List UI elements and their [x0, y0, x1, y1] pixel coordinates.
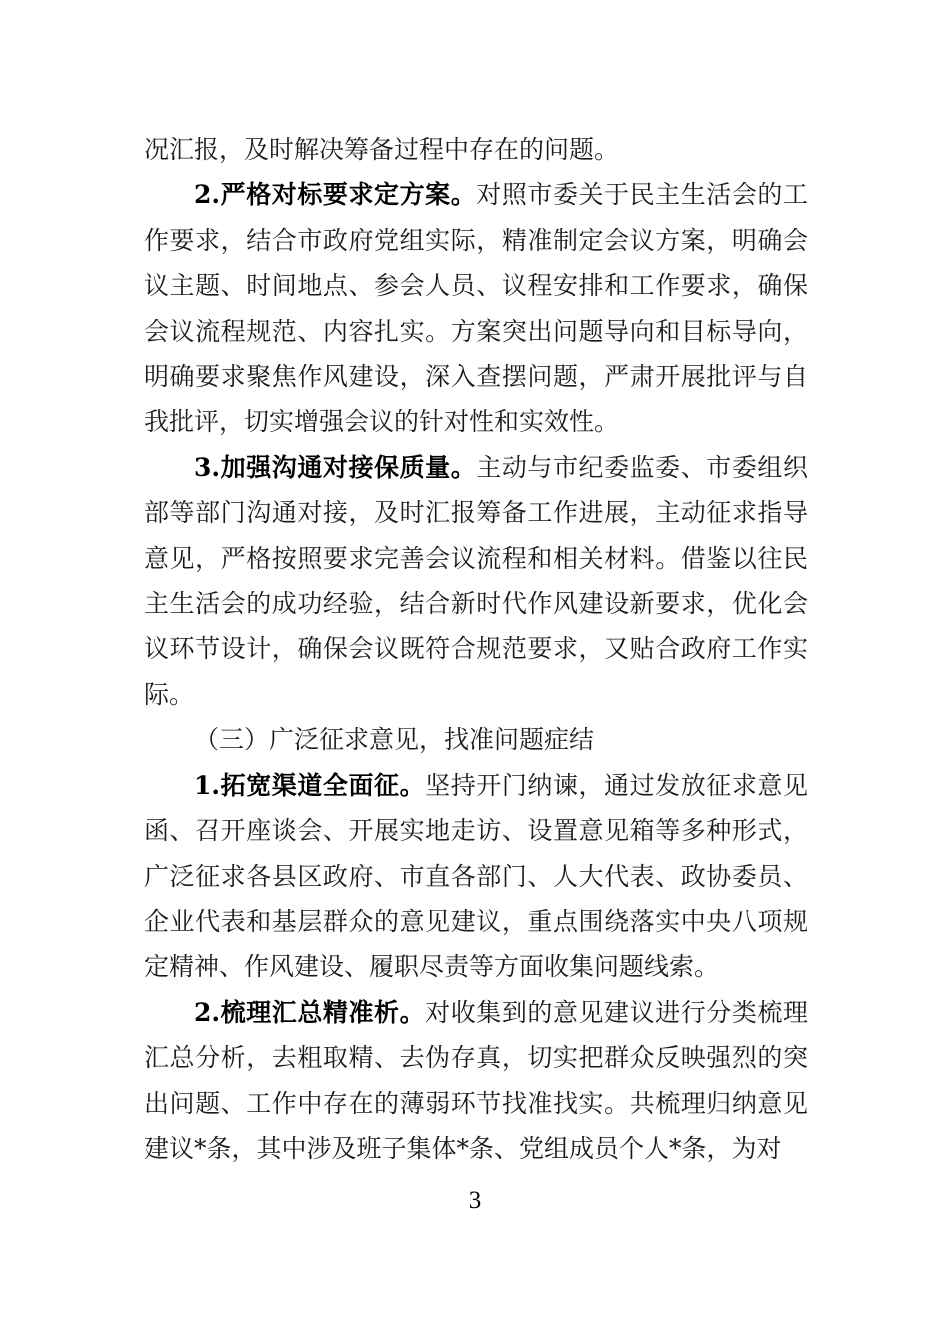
paragraph-item-2-plan [144, 172, 808, 444]
section-heading: （三）广泛征求意见，找准问题症结 [194, 725, 595, 755]
paragraph-item-3-communication [144, 445, 808, 717]
paragraph-lead: 1.拓宽渠道全面征。 [194, 770, 426, 800]
paragraph-text: 对照市委关于民主生活会的工作要求，结合市政府党组实际，精准制定会议方案，明确会议主题、时间地点、参会人员、议程安排和工作要求，确保会议流程规范、内容扎实。方案突出问题导向和目标导向，明确要求聚焦作风建设，深入查摆问题，严肃开展批评与自我批评，切实增强会议的针对性和实效性。 [144, 180, 808, 437]
paragraph-lead: 2.严格对标要求定方案。 [194, 180, 477, 210]
paragraph-text: 主动与市纪委监委、市委组织部等部门沟通对接，及时汇报筹备工作进展，主动征求指导意见，严格按照要求完善会议流程和相关材料。借鉴以往民主生活会的成功经验，结合新时代作风建设新要求，优化会议环节设计，确保会议既符合规范要求，又贴合政府工作实际。 [144, 452, 808, 709]
paragraph-continuation [144, 127, 808, 172]
paragraph-text: 况汇报，及时解决筹备过程中存在的问题。 [144, 135, 620, 164]
paragraph-lead: 3.加强沟通对接保质量。 [194, 452, 477, 482]
paragraph-lead: 2.梳理汇总精准析。 [194, 997, 426, 1027]
document-body [144, 127, 808, 1171]
paragraph-item-2-analysis [144, 990, 808, 1172]
paragraph-item-1-channels [144, 763, 808, 990]
paragraph-text: 对收集到的意见建议进行分类梳理汇总分析，去粗取精、去伪存真，切实把群众反映强烈的突出问题、工作中存在的薄弱环节找准找实。共梳理归纳意见建议*条，其中涉及班子集体*条、党组成员个人*条，为对 [144, 997, 808, 1163]
page-number: 3 [468, 1187, 482, 1214]
paragraph-text: 坚持开门纳谏，通过发放征求意见函、召开座谈会、开展实地走访、设置意见箱等多种形式，广泛征求各县区政府、市直各部门、人大代表、政协委员、企业代表和基层群众的意见建议，重点围绕落实中央八项规定精神、作风建设、履职尽责等方面收集问题线索。 [144, 770, 808, 982]
